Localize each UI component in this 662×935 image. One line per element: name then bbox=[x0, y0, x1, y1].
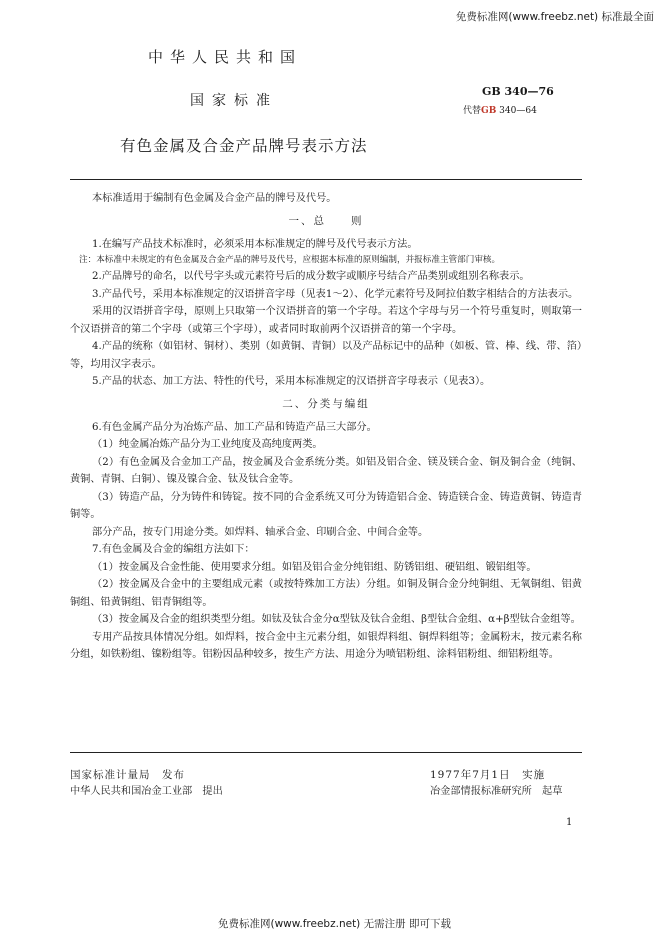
replaces-code bbox=[463, 103, 537, 116]
clause-1-note: 注：本标准中未规定的有色金属及合金产品的牌号及代号，应根据本标准的原则编制，并报标准主管部门审核。 bbox=[79, 255, 501, 265]
effective-date-line: 1977年7月1日 实施 bbox=[430, 769, 546, 781]
document-body bbox=[70, 190, 582, 664]
standard-label: 国家标准 bbox=[190, 93, 278, 109]
replaces-gb: GB bbox=[481, 106, 497, 116]
replaces-prefix: 代替 bbox=[463, 106, 482, 116]
header-divider bbox=[70, 179, 582, 180]
clause-6-item-2: （2）有色金属及合金加工产品，按金属及合金系统分类。如铝及铝合金、镁及镁合金、铜及铜合金（纯铜、黄铜、青铜、白铜）、镍及镍合金、钛及钛合金等。 bbox=[70, 456, 582, 485]
clause-7: 7.有色金属及合金的编组方法如下： bbox=[92, 544, 255, 555]
clause-5: 5.产品的状态、加工方法、特性的代号，采用本标准规定的汉语拼音字母表示（见表3）。 bbox=[92, 376, 491, 387]
section-heading-general: 一、总 则 bbox=[288, 214, 364, 227]
intro-paragraph: 本标准适用于编制有色金属及合金产品的牌号及代号。 bbox=[92, 193, 337, 204]
clause-6: 6.有色金属产品分为冶炼产品、加工产品和铸造产品三大部分。 bbox=[92, 421, 377, 433]
page-number: 1 bbox=[566, 817, 573, 828]
standard-code: GB 340—76 bbox=[482, 85, 554, 98]
country-title: 中华人民共和国 bbox=[148, 48, 303, 66]
issuer-line: 国家标准计量局 发布 bbox=[70, 769, 185, 781]
clause-4: 4.产品的统称（如铝材、铜材）、类别（如黄铜、青铜）以及产品标记中的品种（如板、管、棒、线、带、箔）等，均用汉字表示。 bbox=[70, 341, 582, 370]
proposer-line: 中华人民共和国冶金工业部 提出 bbox=[70, 786, 223, 797]
clause-6-special: 部分产品，按专门用途分类。如焊料、轴承合金、印刷合金、中间合金等。 bbox=[92, 526, 429, 538]
drafter-line: 冶金部情报标准研究所 起草 bbox=[430, 786, 563, 797]
clause-3-detail: 采用的汉语拼音字母，原则上只取第一个汉语拼音的第一个字母。若这个字母与另一个符号重复时，则取第一个汉语拼音的第二个字母（或第三个字母），或者同时取前两个汉语拼音的第一个字母。 bbox=[70, 306, 582, 335]
clause-7-item-3: （3）按金属及合金的组织类型分组。如钛及钛合金分α型钛及钛合金组、β型钛合金组、α+β型钛合金组等。 bbox=[92, 614, 581, 625]
footer-divider bbox=[70, 752, 582, 753]
section-heading-classification: 二、分类与编组 bbox=[282, 397, 370, 410]
clause-7-item-2: （2）按金属及合金中的主要组成元素（或按特殊加工方法）分组。如铜及铜合金分纯铜组、无氧铜组、铝黄铜组、铅黄铜组、铝青铜组等。 bbox=[70, 579, 582, 608]
document-title: 有色金属及合金产品牌号表示方法 bbox=[120, 137, 368, 155]
clause-2: 2.产品牌号的命名，以代号字头或元素符号后的成分数字或顺序号结合产品类别或组别名称表示。 bbox=[92, 271, 530, 282]
clause-6-item-1: （1）纯金属冶炼产品分为工业纯度及高纯度两类。 bbox=[92, 439, 323, 450]
clause-6-item-3: （3）铸造产品，分为铸件和铸锭。按不同的合金系统又可分为铸造铝合金、铸造镁合金、铸造黄铜、铸造青铜等。 bbox=[70, 491, 582, 520]
clause-3: 3.产品代号，采用本标准规定的汉语拼音字母（见表1～2）、化学元素符号及阿拉伯数字相结合的方法表示。 bbox=[92, 288, 579, 300]
clause-7-special: 专用产品按具体情况分组。如焊料，按合金中主元素分组，如银焊料组、铜焊料组等；金属粉末，按元素名称分组，如铁粉组、镍粉组等。铝粉因品种较多，按生产方法、用途分为喷铝粉组、涂料铝粉组、细铝粉组等。 bbox=[70, 631, 582, 660]
clause-1: 1.在编写产品技术标准时，必须采用本标准规定的牌号及代号表示方法。 bbox=[92, 238, 418, 250]
bottom-banner: 免费标准网(www.freebz.net) 无需注册 即可下载 bbox=[218, 918, 451, 930]
clause-7-item-1: （1）按金属及合金性能、使用要求分组。如铝及铝合金分纯铝组、防锈铝组、硬铝组、锻铝组等。 bbox=[92, 561, 537, 573]
top-banner: 免费标准网(www.freebz.net) 标准最全面 bbox=[455, 11, 654, 23]
replaces-number: 340—64 bbox=[496, 106, 537, 116]
